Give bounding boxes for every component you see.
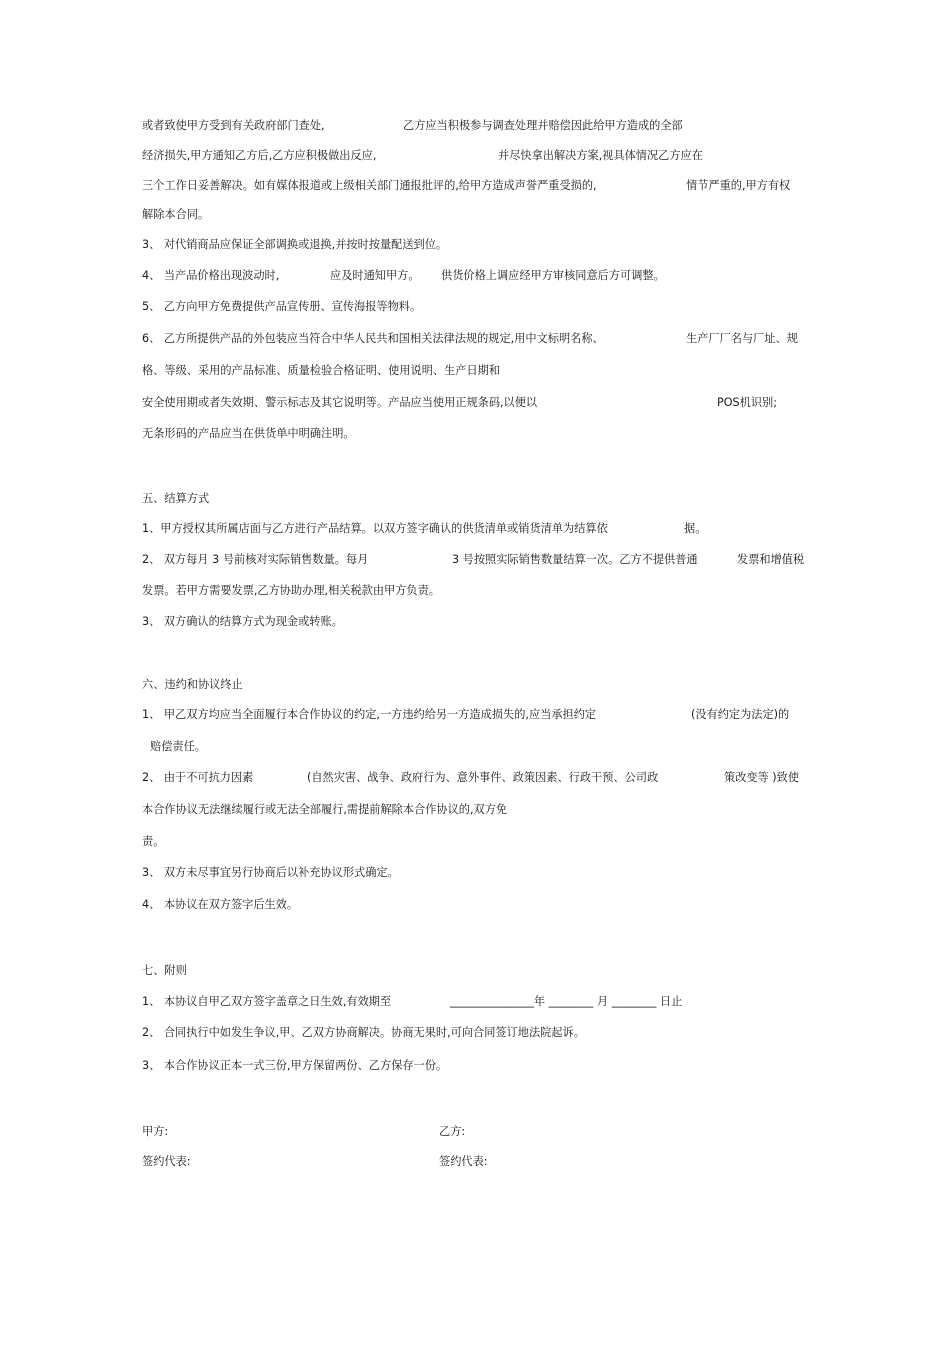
text-segment: (自然灾害、战争、政府行为、意外事件、政策因素、行政干预、公司政 xyxy=(307,771,659,784)
party-b-representative-label: 签约代表: xyxy=(439,1155,488,1168)
text-segment: (没有约定为法定)的 xyxy=(691,708,790,721)
text-segment: 生产厂厂名与厂址、规 xyxy=(686,332,798,345)
text-segment: 5、 乙方向甲方免费提供产品宣传册、宣传海报等物料。 xyxy=(142,300,422,313)
text-segment: 或者致使甲方受到有关政府部门查处, xyxy=(142,119,325,132)
text-segment: POS机识别; xyxy=(717,396,777,409)
text-segment: 赔偿责任。 xyxy=(150,740,206,753)
text-segment: 情节严重的,甲方有权 xyxy=(686,179,791,192)
text-segment: 供货价格上调应经甲方审核同意后方可调整。 xyxy=(441,269,665,282)
text-segment: 责。 xyxy=(142,835,165,848)
text-segment: 3、 双方确认的结算方式为现金或转账。 xyxy=(142,615,343,628)
text-segment: 六、违约和协议终止 xyxy=(142,678,243,691)
text-segment: 并尽快拿出解决方案,视具体情况乙方应在 xyxy=(498,149,703,162)
text-segment: 本合作协议无法继续履行或无法全部履行,需提前解除本合作协议的,双方免 xyxy=(142,803,508,816)
text-segment: 6、 乙方所提供产品的外包装应当符合中华人民共和国相关法律法规的规定,用中文标明名称、 xyxy=(142,332,604,345)
text-segment: 1、 甲乙双方均应当全面履行本合作协议的约定,一方违约给另一方造成损失的,应当承担约定 xyxy=(142,708,597,721)
text-segment: 3、 对代销商品应保证全部调换或退换,并按时按量配送到位。 xyxy=(142,238,448,251)
text-segment: 乙方应当积极参与调查处理并赔偿因此给甲方造成的全部 xyxy=(403,119,683,132)
text-segment: 1、 本协议自甲乙双方签字盖章之日生效,有效期至 xyxy=(142,995,392,1008)
text-segment: 安全使用期或者失效期、警示标志及其它说明等。产品应当使用正规条码,以便以 xyxy=(142,396,538,409)
text-segment: 三个工作日妥善解决。如有媒体报道或上级相关部门通报批评的,给甲方造成声誉严重受损的, xyxy=(142,179,597,192)
text-segment: 经济损失,甲方通知乙方后,乙方应积极做出反应, xyxy=(142,149,377,162)
text-segment: 1、甲方授权其所属店面与乙方进行产品结算。以双方签字确认的供货清单或销货清单为结算依 xyxy=(142,522,608,535)
text-segment: 2、 由于不可抗力因素 xyxy=(142,771,254,784)
text-segment: 应及时通知甲方。 xyxy=(330,269,420,282)
text-segment: 4、 当产品价格出现波动时, xyxy=(142,269,280,282)
text-segment: 策改变等 )致使 xyxy=(724,771,800,784)
text-segment: 4、 本协议在双方签字后生效。 xyxy=(142,898,299,911)
text-segment: 据。 xyxy=(684,522,707,535)
party-b-label: 乙方: xyxy=(439,1125,466,1138)
text-segment: 格、等级、采用的产品标准、质量检验合格证明、使用说明、生产日期和 xyxy=(142,364,501,377)
party-a-label: 甲方: xyxy=(142,1125,169,1138)
text-segment: 2、 合同执行中如发生争议,甲、乙双方协商解决。协商无果时,可向合同签订地法院起诉。 xyxy=(142,1026,585,1039)
text-segment: 发票。若甲方需要发票,乙方协助办理,相关税款由甲方负责。 xyxy=(142,584,440,597)
text-segment: 发票和增值税 xyxy=(737,553,805,566)
text-segment: 无条形码的产品应当在供货单中明确注明。 xyxy=(142,427,355,440)
date-fill-blanks: _______________年 ________ 月 ________ 日止 xyxy=(450,995,683,1008)
text-segment: 七、附则 xyxy=(142,964,187,977)
text-segment: 五、结算方式 xyxy=(142,492,210,505)
text-segment: 3、 本合作协议正本一式三份,甲方保留两份、乙方保存一份。 xyxy=(142,1059,448,1072)
text-segment: 3 号按照实际销售数量结算一次。乙方不提供普通 xyxy=(452,553,698,566)
text-segment: 解除本合同。 xyxy=(142,208,210,221)
text-segment: 2、 双方每月 3 号前核对实际销售数量。每月 xyxy=(142,553,369,566)
party-a-representative-label: 签约代表: xyxy=(142,1155,191,1168)
text-segment: 3、 双方未尽事宜另行协商后以补充协议形式确定。 xyxy=(142,866,399,879)
